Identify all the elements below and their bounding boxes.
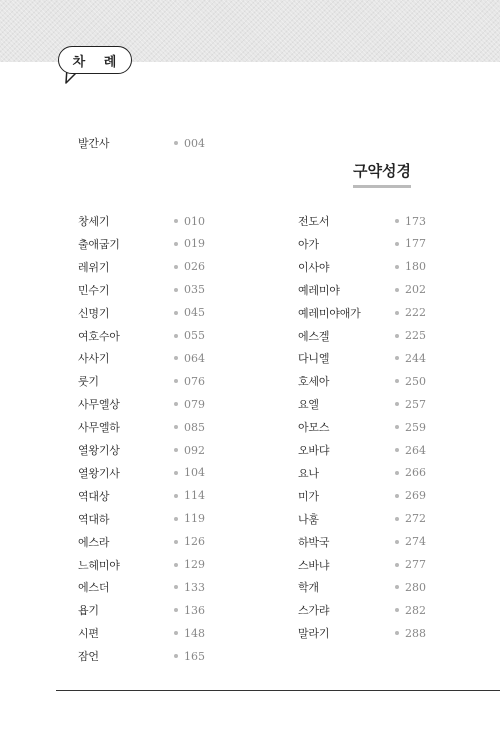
toc-entry[interactable]: [78, 578, 205, 596]
leader-dot: [174, 494, 178, 498]
toc-entry[interactable]: [78, 372, 205, 390]
entry-name: 출애굽기: [78, 237, 120, 251]
toc-entry[interactable]: [298, 235, 426, 253]
entry-name: 열왕기상: [78, 444, 120, 457]
toc-entry[interactable]: [78, 212, 205, 230]
toc-entry[interactable]: [78, 464, 205, 482]
entry-name: 오바댜: [298, 444, 330, 457]
entry-name: 전도서: [298, 215, 330, 228]
leader-dot: [174, 402, 178, 406]
leader-dot: [395, 471, 399, 475]
entry-page: 026: [184, 260, 205, 274]
leader-dot: [174, 141, 178, 145]
leader-dot: [395, 242, 399, 246]
entry-name: 아가: [298, 237, 319, 251]
entry-name: 요엘: [298, 398, 319, 412]
entry-page: 266: [405, 466, 426, 480]
toc-entry[interactable]: [78, 258, 205, 276]
entry-name: 스바냐: [298, 558, 330, 572]
entry-name: 느헤미야: [78, 558, 120, 572]
leader-dot: [395, 265, 399, 269]
entry-page: 280: [405, 580, 426, 594]
entry-name: 잠언: [78, 650, 99, 664]
toc-title: 차 례: [72, 54, 124, 70]
entry-page: 076: [184, 374, 205, 388]
entry-name: 다니엘: [298, 352, 330, 366]
entry-name: 레위기: [78, 260, 110, 274]
entry-name: 요나: [298, 466, 319, 480]
toc-entry[interactable]: [78, 349, 205, 367]
toc-entry[interactable]: [298, 304, 426, 322]
entry-name: 예레미야: [298, 283, 340, 297]
toc-entry[interactable]: [78, 624, 205, 642]
entry-name: 여호수아: [78, 329, 120, 343]
leader-dot: [174, 448, 178, 452]
leader-dot: [174, 334, 178, 338]
section-title-old-testament: 구약성경: [353, 160, 411, 188]
entry-page: 148: [184, 626, 205, 640]
leader-dot: [395, 219, 399, 223]
entry-name: 말라기: [298, 627, 330, 641]
toc-entry[interactable]: [78, 601, 205, 619]
bottom-divider: [56, 690, 500, 691]
toc-entry[interactable]: [78, 556, 205, 574]
toc-entry[interactable]: [298, 601, 426, 619]
toc-entry[interactable]: [78, 395, 205, 413]
entry-name: 창세기: [78, 215, 110, 228]
entry-page: 257: [405, 397, 426, 411]
entry-page: 035: [184, 283, 205, 297]
toc-entry[interactable]: [298, 281, 426, 299]
entry-name: 에스라: [78, 535, 110, 549]
toc-entry[interactable]: [78, 487, 205, 505]
entry-page: 250: [405, 374, 426, 388]
leader-dot: [174, 219, 178, 223]
entry-page: 045: [184, 306, 205, 320]
toc-entry[interactable]: [78, 235, 205, 253]
entry-name: 사사기: [78, 352, 110, 366]
toc-entry[interactable]: [298, 418, 426, 436]
toc-entry[interactable]: [298, 578, 426, 596]
entry-page: 092: [184, 443, 205, 457]
entry-page: 274: [405, 535, 426, 549]
entry-page: 264: [405, 443, 426, 457]
toc-entry[interactable]: [78, 418, 205, 436]
toc-title-badge: [58, 46, 132, 74]
toc-entry[interactable]: [298, 533, 426, 551]
leader-dot: [395, 356, 399, 360]
entry-name: 민수기: [78, 283, 110, 297]
entry-name: 룻기: [78, 375, 99, 389]
entry-name: 나훔: [298, 512, 319, 526]
entry-name: 신명기: [78, 306, 110, 320]
entry-page: 064: [184, 351, 205, 365]
entry-page: 085: [184, 420, 205, 434]
entry-page: 104: [184, 466, 205, 480]
entry-name: 미가: [298, 489, 319, 503]
entry-name: 사무엘상: [78, 398, 120, 412]
entry-page: 129: [184, 558, 205, 571]
entry-page: 119: [184, 512, 205, 526]
entry-name: 시편: [78, 627, 99, 641]
leader-dot: [174, 288, 178, 292]
entry-page: 180: [405, 260, 426, 274]
entry-name: 역대하: [78, 512, 110, 526]
entry-name: 스가랴: [298, 604, 330, 618]
toc-entry[interactable]: [298, 258, 426, 276]
entry-name: 열왕기사: [78, 466, 120, 480]
entry-page: 222: [405, 306, 426, 320]
entry-page: 277: [405, 558, 426, 571]
entry-page: 126: [184, 535, 205, 549]
entry-name: 에스더: [78, 581, 110, 595]
toc-entry[interactable]: [78, 327, 205, 345]
leader-dot: [174, 608, 178, 612]
toc-entry[interactable]: [298, 464, 426, 482]
toc-entry[interactable]: [298, 349, 426, 367]
leader-dot: [174, 425, 178, 429]
entry-name: 이사야: [298, 260, 330, 274]
toc-entry[interactable]: [78, 441, 205, 459]
leader-dot: [174, 265, 178, 269]
entry-page: 177: [405, 237, 426, 251]
entry-page: 269: [405, 489, 426, 503]
leader-dot: [174, 379, 178, 383]
entry-page: 019: [184, 237, 205, 251]
entry-name: 아모스: [298, 421, 330, 435]
leader-dot: [395, 425, 399, 429]
entry-page: 202: [405, 283, 426, 297]
leader-dot: [174, 311, 178, 315]
leader-dot: [395, 517, 399, 521]
entry-name: 예레미야애가: [298, 306, 361, 320]
leader-dot: [395, 631, 399, 635]
leader-dot: [174, 631, 178, 635]
leader-dot: [395, 540, 399, 544]
entry-page: 004: [184, 136, 205, 150]
toc-entry[interactable]: [298, 327, 426, 345]
leader-dot: [174, 517, 178, 521]
entry-page: 288: [405, 626, 426, 640]
entry-name: 역대상: [78, 489, 110, 503]
entry-page: 055: [184, 329, 205, 342]
entry-name: 욥기: [78, 604, 99, 618]
entry-page: 259: [405, 420, 426, 434]
toc-entry[interactable]: [298, 624, 426, 642]
toc-entry[interactable]: [298, 510, 426, 528]
entry-name: 하박국: [298, 535, 330, 549]
toc-entry[interactable]: [298, 556, 426, 574]
entry-page: 173: [405, 214, 426, 228]
toc-entry[interactable]: [78, 304, 205, 322]
leader-dot: [395, 448, 399, 452]
leader-dot: [174, 563, 178, 567]
leader-dot: [174, 471, 178, 475]
leader-dot: [395, 563, 399, 567]
entry-page: 282: [405, 603, 426, 617]
toc-entry[interactable]: [78, 647, 205, 665]
toc-entry[interactable]: [298, 372, 426, 390]
leader-dot: [395, 585, 399, 589]
leader-dot: [395, 402, 399, 406]
entry-name: 학개: [298, 581, 319, 595]
toc-entry[interactable]: [78, 281, 205, 299]
toc-entry[interactable]: [298, 395, 426, 413]
entry-page: 079: [184, 397, 205, 411]
toc-entry[interactable]: [298, 487, 426, 505]
entry-name: 사무엘하: [78, 421, 120, 435]
leader-dot: [174, 654, 178, 658]
entry-page: 272: [405, 512, 426, 526]
entry-page: 010: [184, 214, 205, 228]
leader-dot: [395, 334, 399, 338]
entry-name: 에스겔: [298, 329, 330, 343]
leader-dot: [174, 540, 178, 544]
entry-name: 발간사: [78, 137, 110, 150]
toc-entry[interactable]: [78, 510, 205, 528]
entry-page: 136: [184, 603, 205, 617]
entry-page: 133: [184, 580, 205, 594]
toc-entry-foreword[interactable]: [78, 134, 205, 152]
entry-page: 244: [405, 351, 426, 365]
leader-dot: [174, 242, 178, 246]
leader-dot: [174, 585, 178, 589]
leader-dot: [174, 356, 178, 360]
toc-entry[interactable]: [298, 212, 426, 230]
leader-dot: [395, 379, 399, 383]
leader-dot: [395, 311, 399, 315]
leader-dot: [395, 288, 399, 292]
leader-dot: [395, 608, 399, 612]
toc-entry[interactable]: [298, 441, 426, 459]
entry-page: 114: [184, 489, 205, 503]
entry-page: 165: [184, 649, 205, 663]
toc-entry[interactable]: [78, 533, 205, 551]
entry-name: 호세아: [298, 375, 330, 389]
entry-page: 225: [405, 329, 426, 342]
leader-dot: [395, 494, 399, 498]
